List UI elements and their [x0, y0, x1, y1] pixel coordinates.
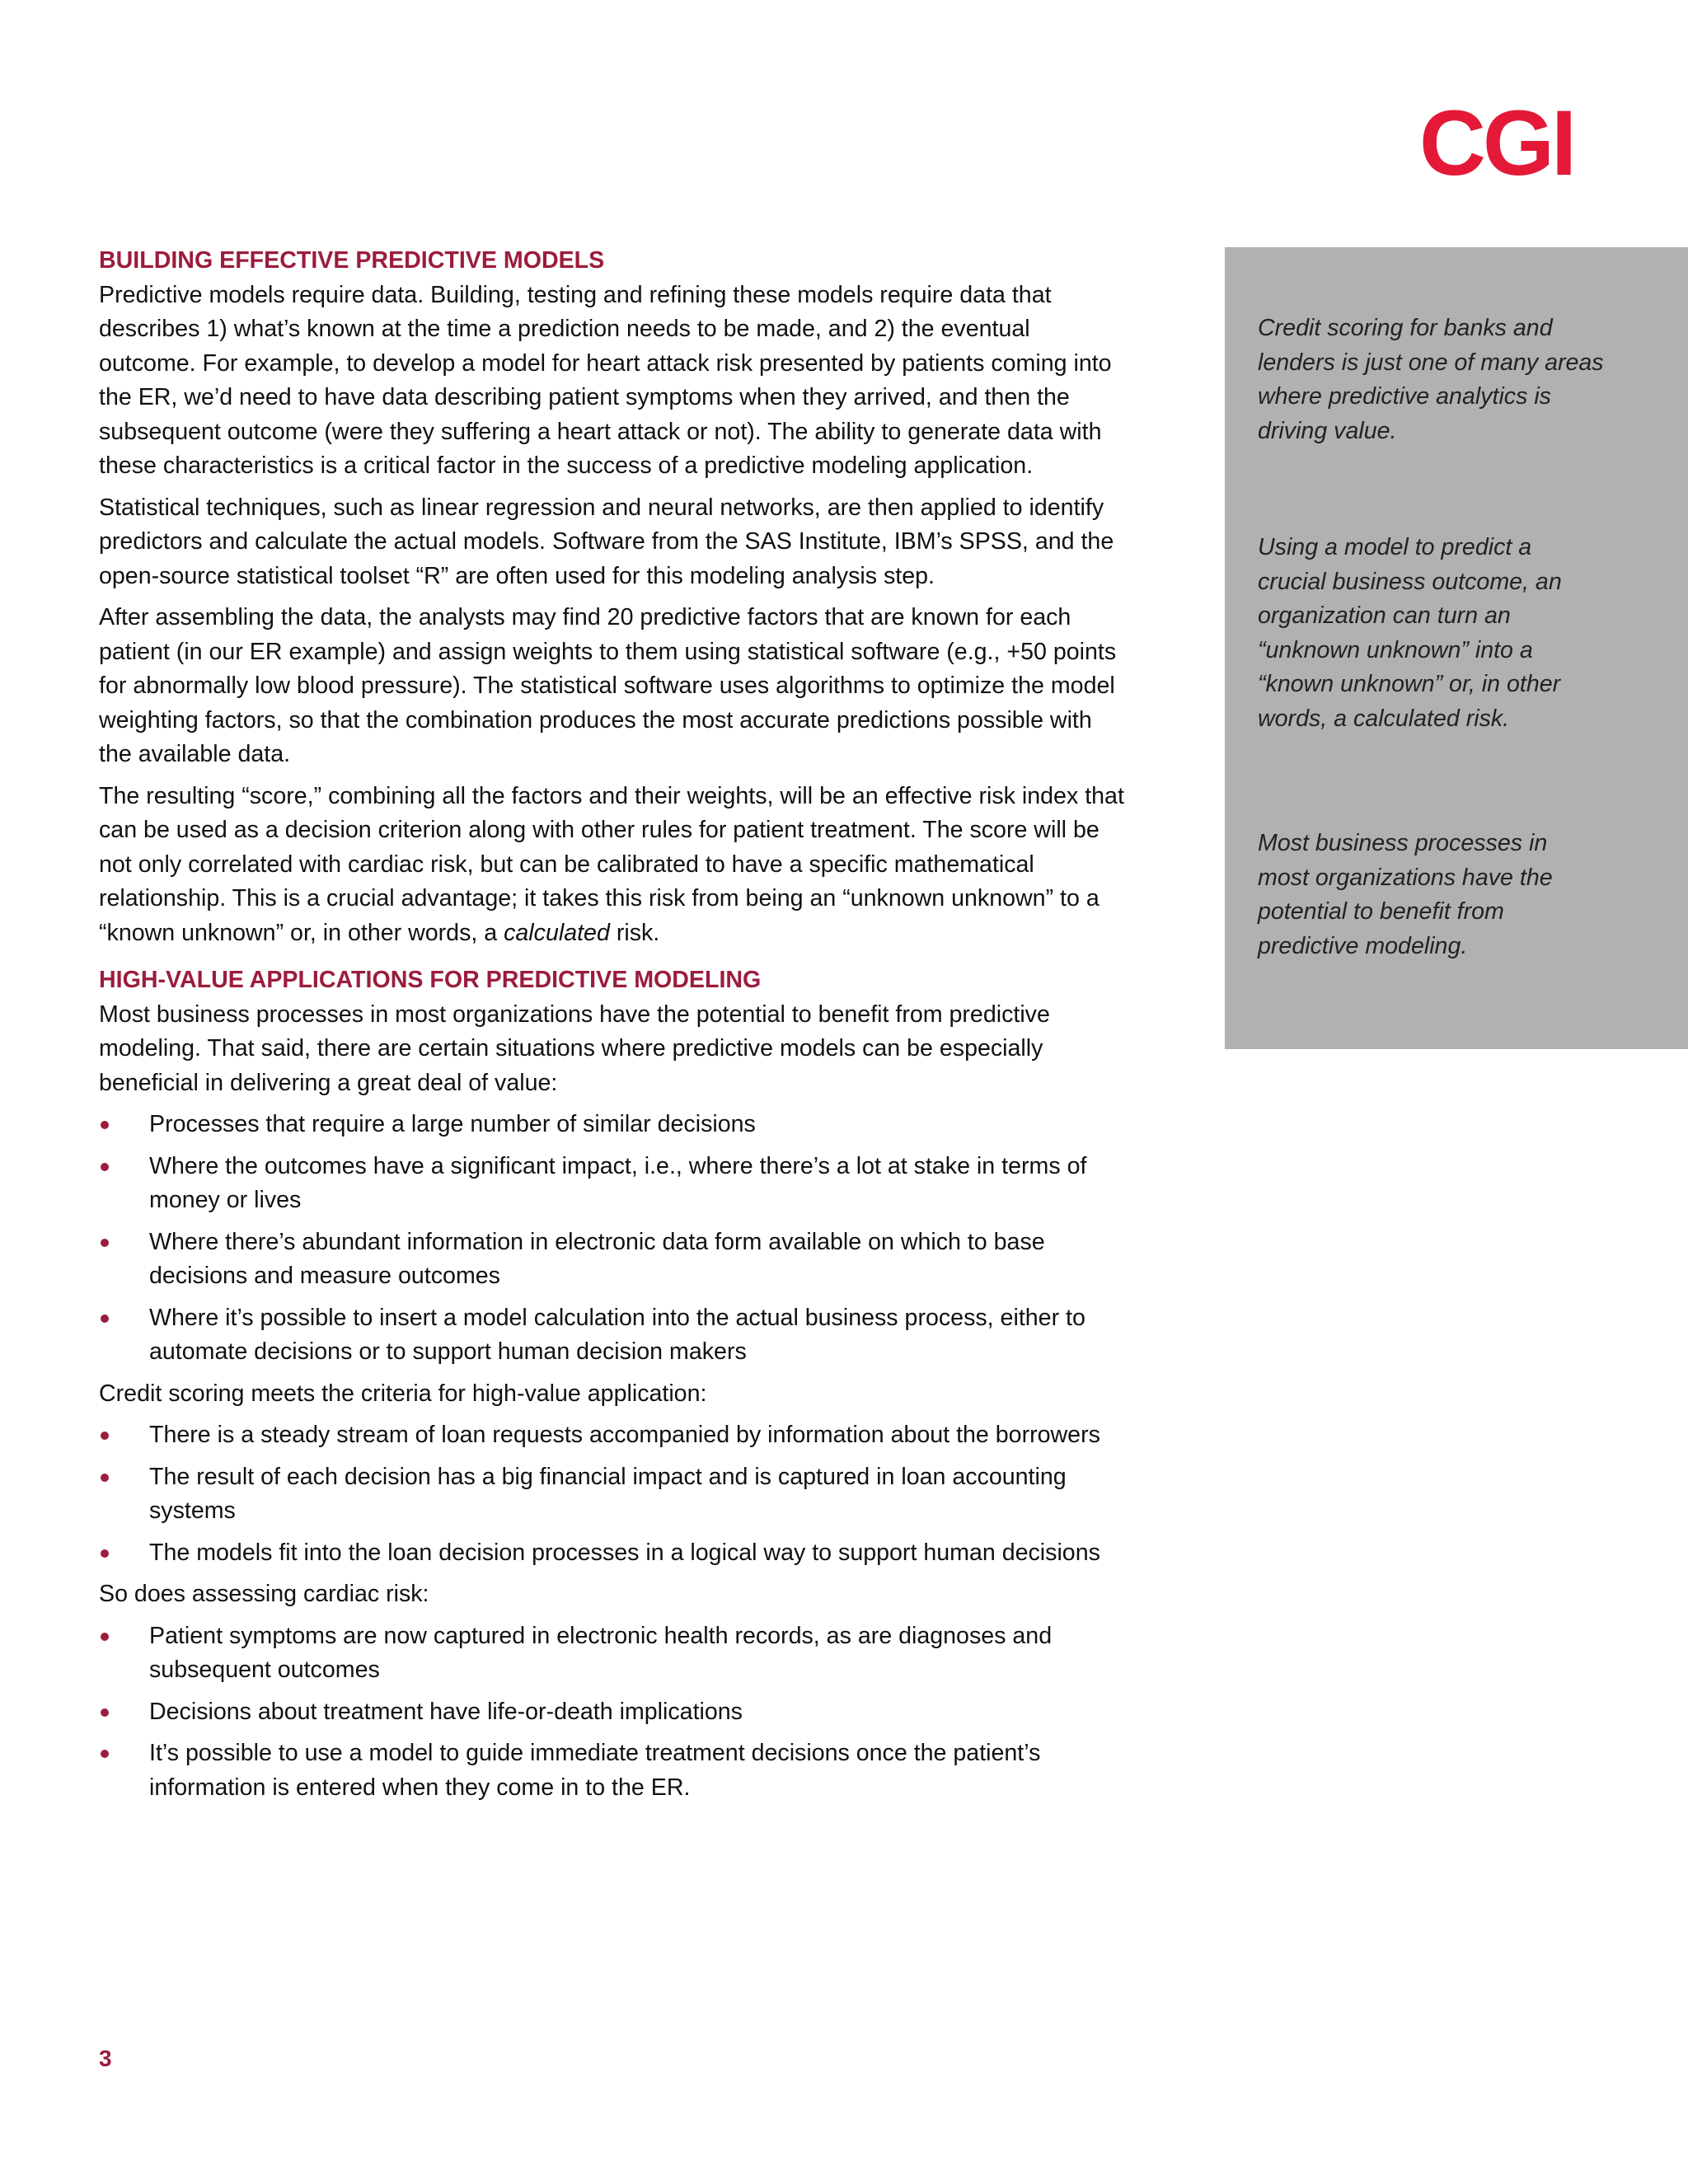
cgi-logo: CGI [1419, 91, 1574, 194]
paragraph-resulting-score-end: risk. [609, 919, 660, 946]
main-column [99, 244, 1129, 1812]
pull-quote-calculated-risk: Using a model to predict a crucial business outcome, an organization can turn an “unknown unknown” into a “known unknown” or, in other words, a calculated risk. [1258, 534, 1562, 732]
list-item: Where the outcomes have a significant impact, i.e., where there’s a lot at stake in terms of money or lives [99, 1150, 1129, 1218]
paragraph-statistical-techniques: Statistical techniques, such as linear regression and neural networks, are then applied to identify predictors and calculate the actual models. Software from the SAS Institute, IBM’s SPSS, and the open-source statistical toolset “R” are often used for this modeling analysis step. [99, 494, 1114, 589]
list-item: It’s possible to use a model to guide immediate treatment decisions once the patient’s information is entered when they come in to the ER. [99, 1736, 1129, 1805]
paragraph-resulting-score-text: The resulting “score,” combining all the factors and their weights, will be an effective risk index that can be used as a decision criterion along with other rules for patient treatment. The score will be not only correlated with cardiac risk, but can be calibrated to have a specific mathematical relationship. This is a crucial advantage; it takes this risk from being an “unknown unknown” to a “known unknown” or, in other words, a [99, 782, 1124, 946]
list-item: Where there’s abundant information in electronic data form available on which to base decisions and measure outcomes [99, 1226, 1129, 1294]
paragraph-predictive-models-data: Predictive models require data. Building, testing and refining these models require data that describes 1) what’s known at the time a prediction needs to be made, and 2) the eventual outcome. For example, to develop a model for heart attack risk presented by patients coming into the ER, we’d need to have data describing patient symptoms when they arrived, and then the subsequent outcome (were they suffering a heart attack or not). The ability to generate data with these characteristics is a critical factor in the success of a predictive modeling application. [99, 281, 1112, 479]
section-heading-high-value-applications: HIGH-VALUE APPLICATIONS FOR PREDICTIVE MODELING [99, 967, 762, 993]
list-item: Decisions about treatment have life-or-death implications [99, 1695, 1129, 1730]
high-value-criteria-list [99, 1108, 1129, 1370]
paragraph-business-processes: Most business processes in most organizations have the potential to benefit from predictive modeling. That said, there are certain situations where predictive models can be especially beneficial in delivering a great deal of value: [99, 1001, 1050, 1096]
credit-scoring-list [99, 1418, 1129, 1570]
list-item: Patient symptoms are now captured in electronic health records, as are diagnoses and subsequent outcomes [99, 1619, 1129, 1688]
pull-quote-credit-scoring: Credit scoring for banks and lenders is just one of many areas where predictive analytics is driving value. [1258, 315, 1604, 444]
list-item: The models fit into the loan decision processes in a logical way to support human decisions [99, 1536, 1129, 1571]
list-item: Where it’s possible to insert a model calculation into the actual business process, either to automate decisions or to support human decision makers [99, 1301, 1129, 1370]
paragraph-resulting-score [99, 780, 1129, 951]
paragraph-credit-scoring: Credit scoring meets the criteria for high-value application: [99, 1380, 707, 1407]
paragraph-cardiac-risk: So does assessing cardiac risk: [99, 1581, 429, 1607]
calculated-emphasis: calculated [504, 919, 610, 946]
page-number: 3 [99, 2046, 112, 2071]
cardiac-risk-list [99, 1619, 1129, 1806]
list-item: The result of each decision has a big financial impact and is captured in loan accounting systems [99, 1460, 1129, 1529]
list-item: Processes that require a large number of similar decisions [99, 1108, 1129, 1142]
list-item: There is a steady stream of loan requests accompanied by information about the borrowers [99, 1418, 1129, 1453]
paragraph-assembling-data: After assembling the data, the analysts may find 20 predictive factors that are known for each patient (in our ER example) and assign weights to them using statistical software (e.g., +50 points for abnormally low blood pressure). The statistical software uses algorithms to optimize the model weighting factors, so that the combination produces the most accurate predictions possible with the available data. [99, 604, 1117, 767]
pull-quote-business-processes: Most business processes in most organizations have the potential to benefit from predictive modeling. [1258, 830, 1553, 959]
section-heading-building-models: BUILDING EFFECTIVE PREDICTIVE MODELS [99, 247, 605, 274]
sidebar-pullquotes [1225, 247, 1688, 1049]
